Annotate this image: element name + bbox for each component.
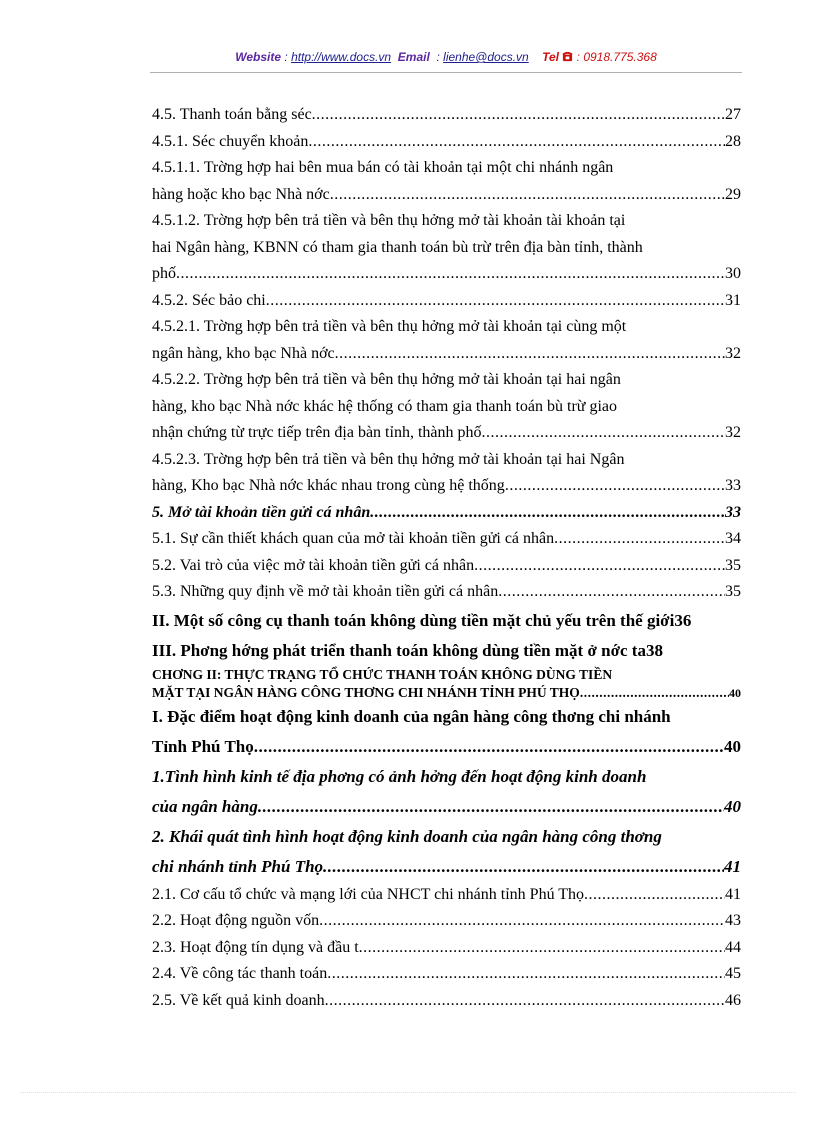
- tel-number: : 0918.775.368: [573, 50, 657, 64]
- toc-entry-title: 4.5.2.1. Trờng hợp bên trả tiền và bên thụ hởng mở tài khoản tại cùng một: [152, 318, 627, 335]
- toc-entry-title: 2. Khái quát tình hình hoạt động kinh doanh của ngân hàng công thơng: [152, 826, 662, 846]
- toc-leader-dots: [176, 261, 725, 288]
- toc-entry[interactable]: [152, 367, 741, 447]
- toc-page-number: 33: [725, 477, 741, 494]
- toc-page-number: 28: [725, 132, 741, 150]
- toc-entry-title: 4.5.1. Séc chuyển khoản: [152, 132, 309, 150]
- toc-page-number: 36: [674, 610, 692, 630]
- toc-leader-dots: [327, 961, 725, 988]
- toc-entry-title: 2.5. Về kết quả kinh doanh: [152, 991, 325, 1009]
- toc-entry-title-cont: Tỉnh Phú Thọ: [152, 736, 254, 756]
- toc-entry-title: 5.3. Những quy định về mở tài khoản tiền gửi cá nhân: [152, 583, 499, 600]
- toc-entry[interactable]: [152, 288, 741, 315]
- toc-entry-part[interactable]: [152, 636, 741, 666]
- toc-page-number: 40: [724, 796, 741, 816]
- website-link[interactable]: http://www.docs.vn: [291, 50, 392, 64]
- toc-page-number: 41: [725, 885, 741, 903]
- table-of-contents: [152, 102, 741, 1014]
- toc-leader-dots: [323, 852, 724, 882]
- toc-entry-title-cont: nhận chứng từ trực tiếp trên địa bàn tỉnh, thành phố: [152, 424, 482, 441]
- toc-entry-title: CHƠNG II: THỰC TRẠNG TỔ CHỨC THANH TOÁN KHÔNG DÙNG TIỀN: [152, 666, 613, 682]
- toc-leader-dots: [308, 129, 725, 156]
- toc-entry-title: 2.1. Cơ cấu tổ chức và mạng lới của NHCT chi nhánh tỉnh Phú Thọ: [152, 885, 585, 903]
- toc-entry[interactable]: [152, 908, 741, 935]
- toc-page-number: 35: [725, 556, 741, 574]
- toc-page-number: 44: [725, 938, 741, 956]
- toc-entry-section[interactable]: [152, 762, 741, 822]
- email-label: Email: [397, 50, 430, 64]
- toc-entry-title: 5. Mở tài khoản tiền gửi cá nhân: [152, 503, 371, 521]
- toc-entry-title: 2.2. Hoạt động nguồn vốn: [152, 912, 320, 929]
- toc-page-number: 38: [645, 640, 663, 660]
- toc-leader-dots: [335, 341, 725, 368]
- toc-entry[interactable]: [152, 579, 741, 606]
- toc-entry-title: III. Phơng hớng phát triển thanh toán không dùng tiền mặt ở nớc ta: [152, 640, 646, 660]
- toc-entry-section[interactable]: [152, 500, 741, 527]
- toc-leader-dots: [554, 526, 725, 553]
- toc-entry-title: 4.5.1.2. Trờng hợp bên trả tiền và bên thụ hởng mở tài khoản tài khoản tại: [152, 212, 626, 229]
- toc-leader-dots: [258, 792, 724, 822]
- toc-leader-dots: [370, 500, 725, 527]
- toc-leader-dots: [359, 935, 725, 962]
- tel-label: Tel: [542, 50, 559, 64]
- toc-leader-dots: [580, 684, 729, 702]
- toc-entry-title-cont: hàng, kho bạc Nhà nớc khác hệ thống có tham gia thanh toán bù trừ giao: [152, 397, 617, 415]
- toc-leader-dots: [319, 908, 725, 935]
- toc-page-number: 43: [725, 912, 741, 929]
- toc-entry[interactable]: [152, 155, 741, 208]
- toc-page-number: 30: [725, 265, 741, 282]
- toc-entry-title: 4.5.2. Séc bảo chi: [152, 291, 266, 309]
- toc-leader-dots: [498, 579, 725, 606]
- toc-leader-dots: [482, 420, 726, 447]
- toc-page-number: 32: [725, 344, 741, 362]
- toc-entry-title: II. Một số công cụ thanh toán không dùng tiền mặt chủ yếu trên thế giới: [152, 610, 675, 630]
- toc-entry[interactable]: [152, 102, 741, 129]
- toc-leader-dots: [330, 182, 725, 209]
- toc-entry-title: 4.5.1.1. Trờng hợp hai bên mua bán có tài khoản tại một chi nhánh ngân: [152, 159, 614, 176]
- toc-page-number: 45: [725, 965, 741, 982]
- footer-divider: [20, 1092, 796, 1093]
- toc-page-number: 46: [725, 991, 741, 1009]
- toc-page-number: 40: [729, 685, 741, 700]
- toc-leader-dots: [266, 288, 725, 315]
- toc-entry[interactable]: [152, 961, 741, 988]
- toc-entry[interactable]: [152, 129, 741, 156]
- toc-entry-title: 1.Tình hình kinh tế địa phơng có ảnh hởng đến hoạt động kinh doanh: [152, 766, 647, 786]
- toc-leader-dots: [505, 473, 725, 500]
- toc-entry[interactable]: [152, 526, 741, 553]
- toc-page-number: 33: [725, 503, 741, 521]
- toc-entry-title: 2.3. Hoạt động tín dụng và đầu t: [152, 938, 359, 956]
- phone-icon: [562, 51, 573, 62]
- toc-leader-dots: [325, 988, 725, 1015]
- toc-entry-title: 2.4. Về công tác thanh toán: [152, 965, 328, 982]
- toc-entry[interactable]: [152, 447, 741, 500]
- toc-entry[interactable]: [152, 882, 741, 909]
- toc-entry-title: I. Đặc điểm hoạt động kinh doanh của ngân hàng công thơng chi nhánh: [152, 706, 671, 726]
- email-separator: :: [433, 50, 444, 64]
- toc-page-number: 34: [725, 530, 741, 547]
- toc-entry-title: 4.5.2.3. Trờng hợp bên trả tiền và bên thụ hởng mở tài khoản tại hai Ngân: [152, 450, 625, 468]
- toc-entry-chapter[interactable]: [152, 666, 741, 702]
- toc-page-number: 31: [725, 291, 741, 309]
- email-link[interactable]: lienhe@docs.vn: [443, 50, 529, 64]
- toc-page-number: 27: [725, 106, 741, 123]
- toc-entry-title-cont: chi nhánh tỉnh Phú Thọ: [152, 856, 324, 876]
- toc-entry-section[interactable]: [152, 822, 741, 882]
- toc-entry-title-cont: của ngân hàng: [152, 796, 258, 816]
- toc-page-number: 32: [725, 424, 741, 441]
- toc-leader-dots: [312, 102, 725, 129]
- toc-leader-dots: [254, 732, 724, 762]
- toc-page-number: 29: [725, 185, 741, 203]
- toc-page-number: 41: [724, 856, 741, 876]
- website-separator: :: [281, 50, 292, 64]
- toc-page-number: 40: [724, 736, 741, 756]
- toc-leader-dots: [474, 553, 725, 580]
- page-header: [150, 50, 742, 70]
- toc-entry-title: 4.5.2.2. Trờng hợp bên trả tiền và bên thụ hởng mở tài khoản tại hai ngân: [152, 371, 621, 388]
- toc-entry-title-cont: MẶT TẠI NGÂN HÀNG CÔNG THƠNG CHI NHÁNH TỈNH PHÚ THỌ: [152, 684, 580, 700]
- toc-entry[interactable]: [152, 314, 741, 367]
- toc-entry-title: 5.2. Vai trò của việc mở tài khoản tiền gửi cá nhân: [152, 556, 475, 574]
- toc-entry-title-cont: phố: [152, 265, 176, 282]
- toc-leader-dots: [584, 882, 725, 909]
- toc-page-number: 35: [725, 583, 741, 600]
- toc-entry[interactable]: [152, 208, 741, 288]
- toc-entry[interactable]: [152, 553, 741, 580]
- toc-entry-title: 4.5. Thanh toán bằng séc: [152, 106, 312, 123]
- header-divider: [150, 72, 742, 73]
- toc-entry-title-cont: hàng hoặc kho bạc Nhà nớc: [152, 185, 330, 203]
- toc-entry[interactable]: [152, 988, 741, 1015]
- toc-entry-title-cont: hai Ngân hàng, KBNN có tham gia thanh toán bù trừ trên địa bàn tỉnh, thành: [152, 238, 643, 256]
- toc-entry[interactable]: [152, 935, 741, 962]
- toc-entry-title: 5.1. Sự cần thiết khách quan của mở tài khoản tiền gửi cá nhân: [152, 530, 555, 547]
- toc-entry-part[interactable]: [152, 702, 741, 762]
- toc-entry-part[interactable]: [152, 606, 741, 636]
- toc-entry-title-cont: hàng, Kho bạc Nhà nớc khác nhau trong cùng hệ thống: [152, 477, 505, 494]
- toc-entry-title-cont: ngân hàng, kho bạc Nhà nớc: [152, 344, 335, 362]
- website-label: Website: [235, 50, 282, 64]
